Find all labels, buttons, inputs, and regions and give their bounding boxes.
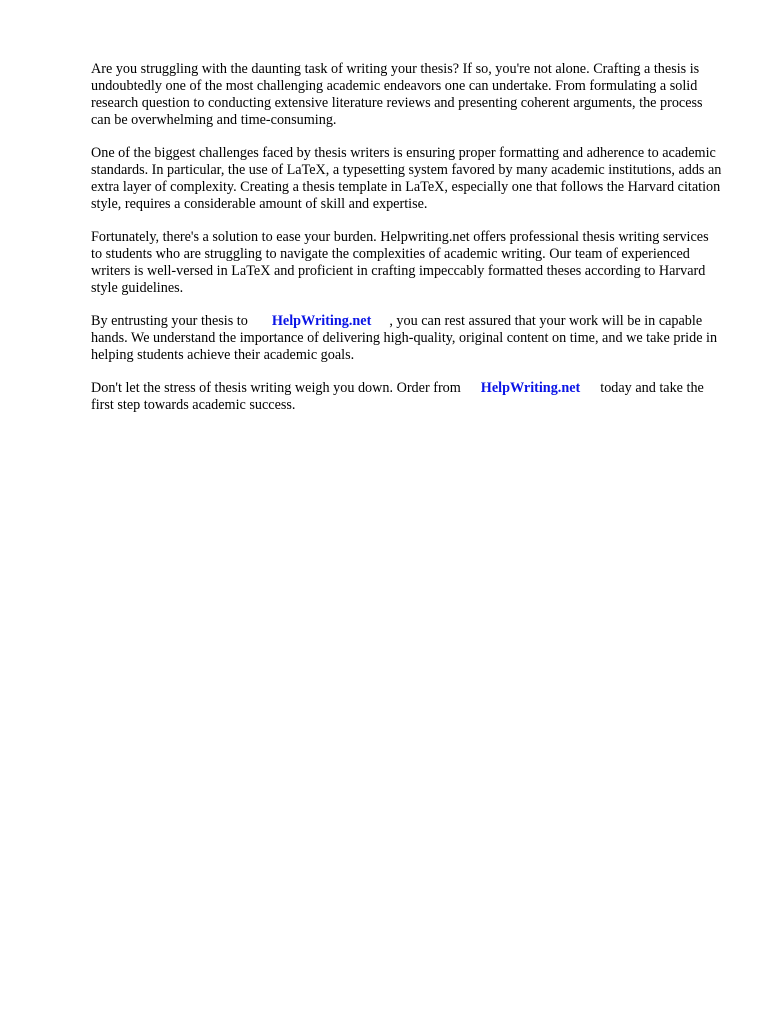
paragraph-order-before: Don't let the stress of thesis writing weigh you down. Order from [91,380,461,396]
helpwriting-link-2[interactable]: HelpWriting.net [480,380,581,396]
paragraph-order-after: today and take the first step towards academic success. [91,380,704,413]
paragraph-challenges: One of the biggest challenges faced by thesis writers is ensuring proper formatting and adherence to academic standards. In particular, the use of LaTeX, a typesetting system favored by many academic institutions, adds an extra layer of complexity. Creating a thesis template in LaTeX, especially one that follows the Harvard citation style, requires a considerable amount of skill and expertise. [91,145,722,212]
document-body [91,61,723,430]
paragraph-entrust-after: , you can rest assured that your work will be in capable hands. We understand the importance of delivering high-quality, original content on time, and we take pride in helping students achieve their academic goals. [91,313,718,363]
paragraph-entrust [91,313,723,364]
paragraph-entrust-before: By entrusting your thesis to [91,313,248,329]
paragraph-order [91,380,723,414]
paragraph-solution: Fortunately, there's a solution to ease your burden. Helpwriting.net offers professional thesis writing services to students who are struggling to navigate the complexities of academic writing. Our team of experienced writers is well-versed in LaTeX and proficient in crafting impeccably formatted theses according to Harvard style guidelines. [91,229,709,296]
helpwriting-link-1[interactable]: HelpWriting.net [271,313,372,329]
paragraph-intro: Are you struggling with the daunting task of writing your thesis? If so, you're not alone. Crafting a thesis is undoubtedly one of the most challenging academic endeavors one can undertake. From formulating a solid research question to conducting extensive literature reviews and presenting coherent arguments, the process can be overwhelming and time-consuming. [91,61,703,128]
